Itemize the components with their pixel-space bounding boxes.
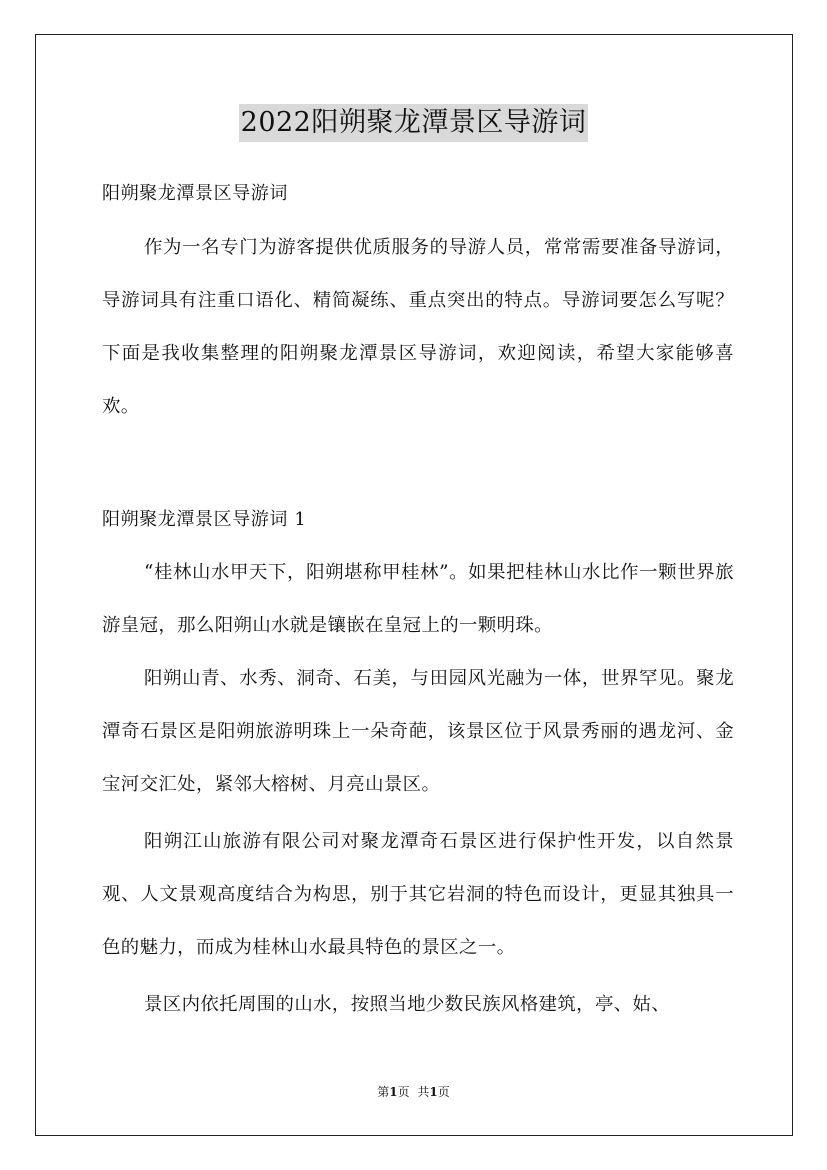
total-prefix: 共 <box>417 1085 430 1099</box>
document-subtitle: 阳朔聚龙潭景区导游词 <box>102 183 288 204</box>
title-container <box>0 104 827 142</box>
document-title: 2022阳朔聚龙潭景区导游词 <box>239 104 589 142</box>
body-paragraph-2: 阳朔山青、水秀、洞奇、石美，与田园风光融为一体，世界罕见。聚龙潭奇石景区是阳朔旅游明珠上一朵奇葩，该景区位于风景秀丽的遇龙河、金宝河交汇处，紧邻大榕树、月亮山景区。 <box>102 668 734 795</box>
intro-paragraph: 作为一名专门为游客提供优质服务的导游人员，常常需要准备导游词，导游词具有注重口语化、精简凝练、重点突出的特点。导游词要怎么写呢？下面是我收集整理的阳朔聚龙潭景区导游词，欢迎阅读，希望大家能够喜欢。 <box>102 237 734 417</box>
section-heading: 阳朔聚龙潭景区导游词 1 <box>102 509 307 530</box>
page-footer <box>0 1084 827 1100</box>
total-pages: 1 <box>429 1085 438 1099</box>
body-paragraph-3: 阳朔江山旅游有限公司对聚龙潭奇石景区进行保护性开发，以自然景观、人文景观高度结合为构思，别于其它岩洞的特色而设计，更显其独具一色的魅力，而成为桂林山水最具特色的景区之一。 <box>102 831 734 958</box>
body-paragraph-4: 景区内依托周围的山水，按照当地少数民族风格建筑，亭、姑、 <box>144 994 671 1015</box>
total-suffix: 页 <box>437 1085 450 1099</box>
page-prefix: 第 <box>377 1085 390 1099</box>
page-number: 1 <box>389 1085 398 1099</box>
page-suffix: 页 <box>397 1085 410 1099</box>
body-paragraph-1: “桂林山水甲天下，阳朔堪称甲桂林”。如果把桂林山水比作一颗世界旅游皇冠，那么阳朔山水就是镶嵌在皇冠上的一颗明珠。 <box>102 562 734 636</box>
